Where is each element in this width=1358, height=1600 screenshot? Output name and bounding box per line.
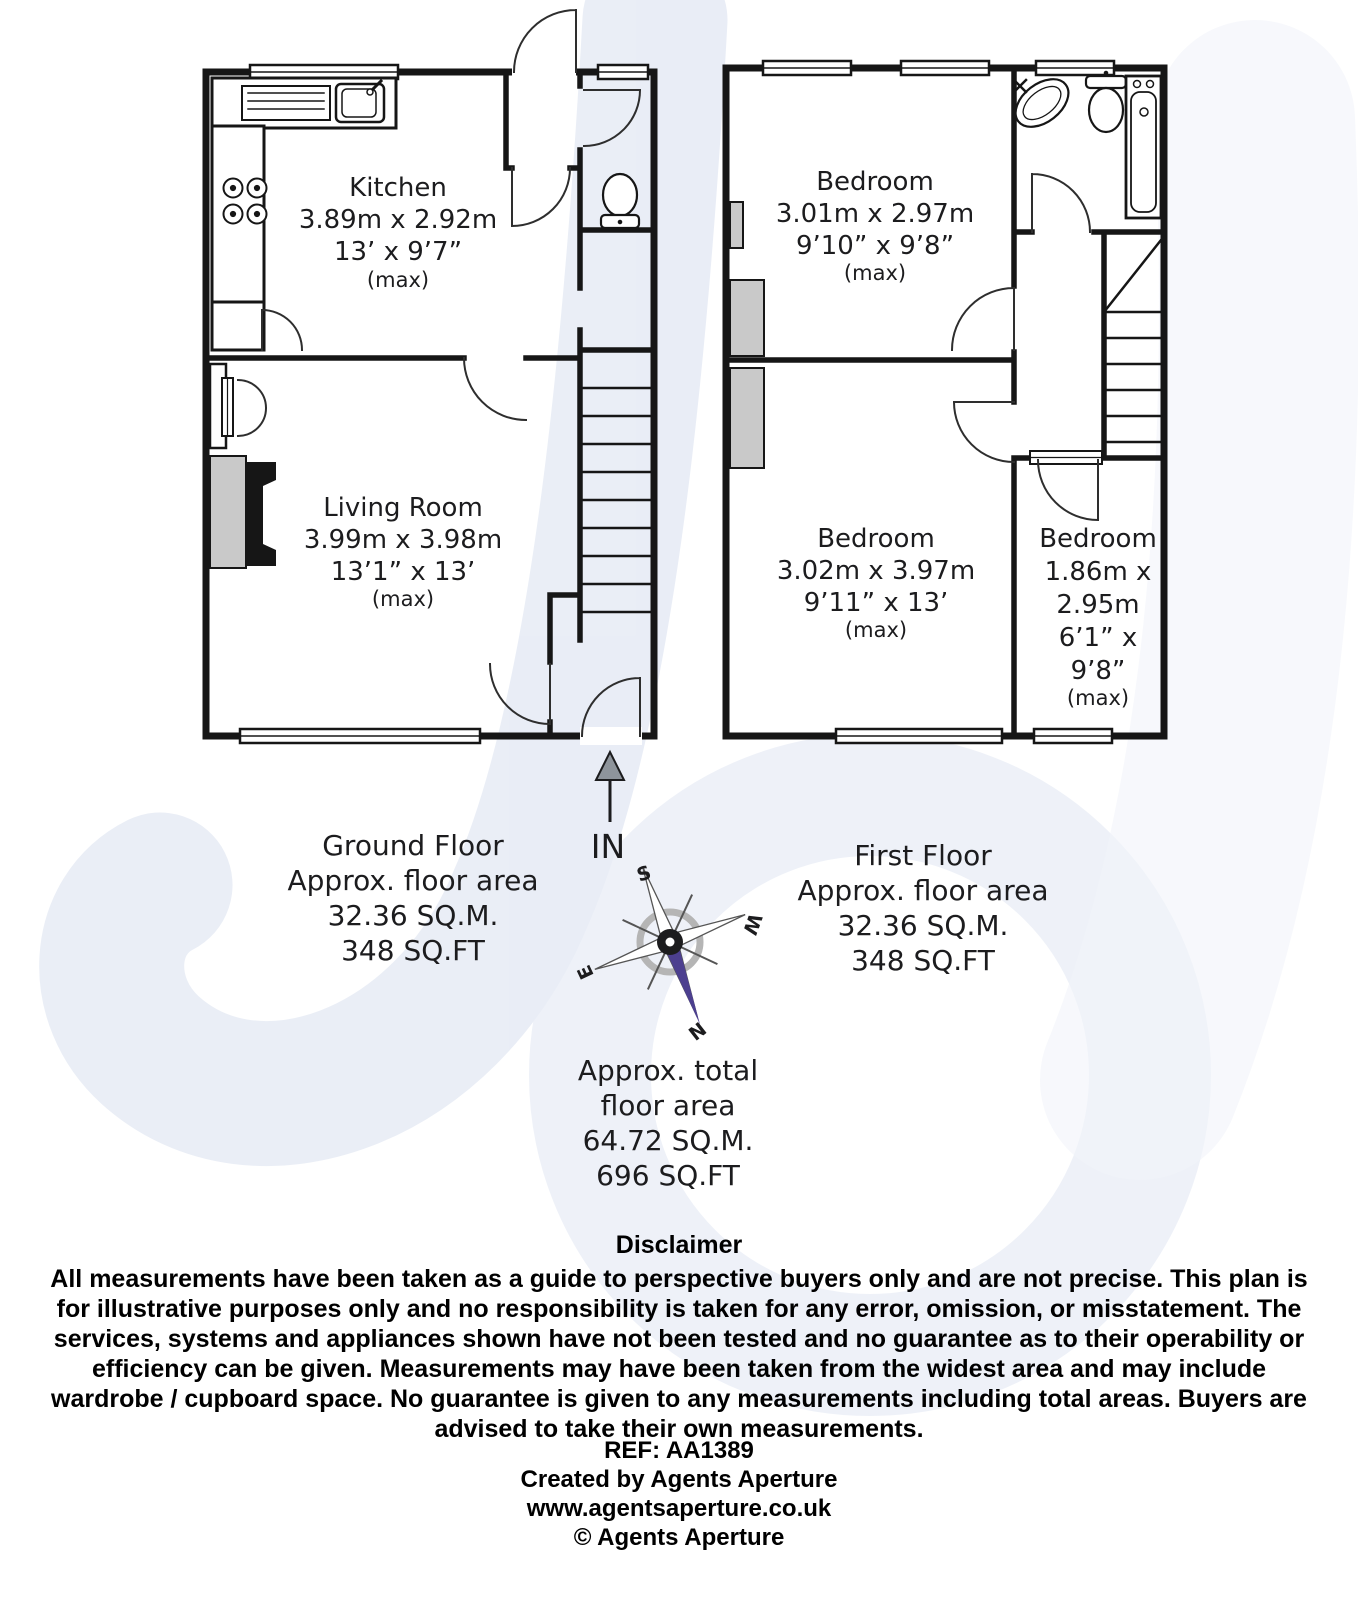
total-area-line: Approx. total xyxy=(577,1054,759,1087)
window-glyph-bathroom-top xyxy=(1036,61,1114,75)
bedroom1-max: (max) xyxy=(843,261,907,285)
total-area-line: floor area xyxy=(600,1089,736,1122)
ff-area-line: 348 SQ.FT xyxy=(851,944,995,977)
footer-block xyxy=(0,1436,1358,1552)
disclaimer-line: wardrobe / cupboard space. No guarantee is given to any measurements including total areas. Buyers are xyxy=(51,1385,1307,1413)
compass-s: S xyxy=(634,861,654,887)
window-glyph-landing xyxy=(1030,451,1102,464)
chimney-breast xyxy=(730,280,764,356)
compass-e: E xyxy=(573,961,599,983)
living-room-label: Living Room xyxy=(323,493,483,523)
kitchen-metric: 3.89m x 2.92m xyxy=(298,205,498,235)
ff-toilet-icon xyxy=(1086,71,1126,132)
bedroom1-imperial: 9’10” x 9’8” xyxy=(795,231,955,261)
gf-area-line: Ground Floor xyxy=(322,829,504,862)
window-glyph-bed3-bottom xyxy=(1034,729,1112,743)
total-area-line: 64.72 SQ.M. xyxy=(582,1124,754,1157)
bedroom3-imperial2: 9’8” xyxy=(1070,656,1126,686)
disclaimer-title: Disclaimer xyxy=(615,1231,743,1259)
watermark-right-wash xyxy=(1140,120,1259,1080)
footer-ref: REF: AA1389 xyxy=(604,1437,754,1464)
first-floor-plan xyxy=(726,61,1164,743)
bedroom3-max: (max) xyxy=(1066,686,1130,710)
disclaimer-line: services, systems and appliances shown have not been tested and no guarantee as to their operability or xyxy=(53,1325,1305,1353)
chimney-breast xyxy=(730,368,764,468)
ff-stair-treads xyxy=(1104,240,1161,442)
footer-copyright: © Agents Aperture xyxy=(573,1524,785,1551)
window-glyph-living-bottom xyxy=(240,729,480,743)
disclaimer-line: All measurements have been taken as a guide to perspective buyers only and are not precise. This plan is xyxy=(50,1265,1308,1293)
fireplace-black xyxy=(246,462,276,566)
gf-area-line: Approx. floor area xyxy=(287,864,539,897)
disclaimer-block xyxy=(0,1230,1358,1444)
ff-area-line: 32.36 SQ.M. xyxy=(837,909,1009,942)
footer-created-by: Created by Agents Aperture xyxy=(520,1466,838,1493)
living-room-metric: 3.99m x 3.98m xyxy=(303,525,503,555)
window-glyph-bed1-top-right xyxy=(901,61,989,75)
ff-area-line: First Floor xyxy=(854,839,992,872)
living-room-imperial: 13’1” x 13’ xyxy=(330,557,476,587)
counter-cupboard xyxy=(212,302,264,350)
living-room-max: (max) xyxy=(371,587,435,611)
chimney-breast xyxy=(210,456,246,568)
gf-sink-icon xyxy=(336,81,384,122)
bedroom3-imperial1: 6’1” x xyxy=(1058,623,1138,653)
bedroom2-imperial: 9’11” x 13’ xyxy=(803,588,949,618)
window-glyph-wc-top xyxy=(598,65,648,79)
ff-area-line: Approx. floor area xyxy=(797,874,1049,907)
compass-w: W xyxy=(738,910,766,938)
bedroom3-label: Bedroom xyxy=(1039,524,1157,554)
gf-area-line: 32.36 SQ.M. xyxy=(327,899,499,932)
gf-area-line: 348 SQ.FT xyxy=(341,934,485,967)
ff-bathtub-icon xyxy=(1126,76,1161,218)
side-window-gray xyxy=(730,202,743,248)
ff-basin-icon xyxy=(1007,70,1078,137)
gf-toilet-icon xyxy=(601,174,639,228)
bedroom1-label: Bedroom xyxy=(816,167,934,197)
gf-porch-door-gap xyxy=(512,63,576,81)
entrance-in-label: IN xyxy=(590,827,626,866)
gf-front-door-gap xyxy=(580,727,642,745)
ff-chimney-breasts xyxy=(730,202,764,468)
gf-bay-window xyxy=(210,364,233,448)
total-area-line: 696 SQ.FT xyxy=(596,1159,740,1192)
kitchen-label: Kitchen xyxy=(349,173,447,203)
bedroom2-metric: 3.02m x 3.97m xyxy=(776,556,976,586)
kitchen-imperial: 13’ x 9’7” xyxy=(333,237,463,267)
gf-drainboard-icon xyxy=(242,86,330,120)
bedroom2-label: Bedroom xyxy=(817,524,935,554)
bedroom2-max: (max) xyxy=(844,618,908,642)
disclaimer-line: advised to take their own measurements. xyxy=(434,1415,924,1443)
kitchen-max: (max) xyxy=(366,268,430,292)
compass-hub-dot xyxy=(666,938,675,947)
compass-n: N xyxy=(684,1018,712,1046)
bedroom3-metric1: 1.86m x xyxy=(1044,557,1152,587)
window-glyph-bed2-bottom xyxy=(836,729,1002,743)
gf-fireplace-icon xyxy=(210,456,276,568)
bedroom1-metric: 3.01m x 2.97m xyxy=(775,199,975,229)
bedroom3-metric2: 2.95m xyxy=(1056,590,1140,620)
footer-website: www.agentsaperture.co.uk xyxy=(526,1495,832,1522)
disclaimer-line: for illustrative purposes only and no responsibility is taken for any error, omission, or misstatement. The xyxy=(56,1295,1302,1323)
disclaimer-line: efficiency can be given. Measurements may have been taken from the widest area and may include xyxy=(91,1355,1267,1383)
window-glyph-bed1-top-left xyxy=(763,61,851,75)
